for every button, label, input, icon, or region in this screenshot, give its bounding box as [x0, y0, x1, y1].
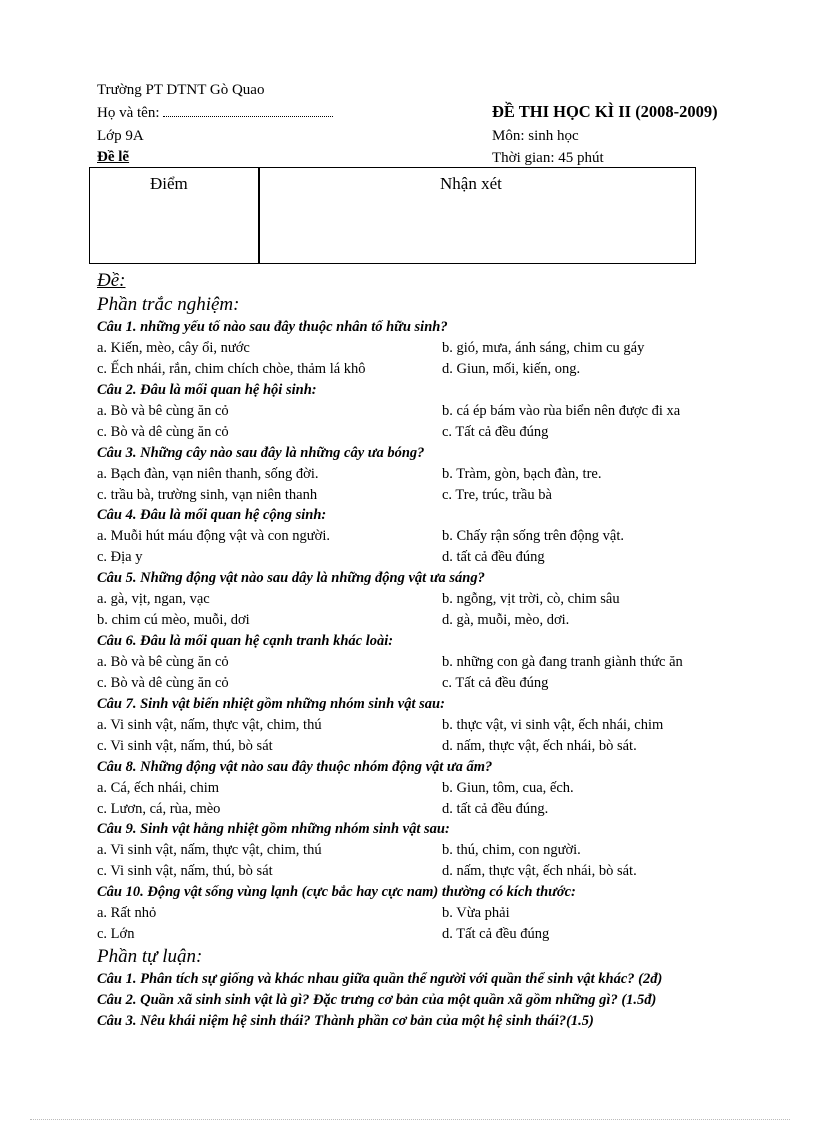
question-10-option-d: d. Tất cả đều đúng — [442, 926, 550, 943]
essay-heading: Phần tự luận: — [97, 946, 203, 967]
question-4-text: Câu 4. Đâu là mối quan hệ cộng sinh: — [97, 507, 327, 524]
question-5-option-a: a. gà, vịt, ngan, vạc — [97, 591, 210, 608]
question-3-option-a: a. Bạch đàn, vạn niên thanh, sống đời. — [97, 465, 319, 482]
question-2-text: Câu 2. Đâu là mối quan hệ hội sinh: — [97, 381, 317, 398]
exam-type: Đề lẽ — [97, 149, 130, 165]
comment-label: Nhận xét — [440, 174, 502, 193]
essay-question: Câu 1. Phân tích sự giống và khác nhau giữa quần thể người với quần thể sinh vật khác? (2đ) — [97, 971, 663, 987]
question-5-option-b: b. ngỗng, vịt trời, cò, chim sâu — [442, 591, 620, 608]
question-9-option-c: c. Vi sinh vật, nấm, thú, bò sát — [97, 863, 273, 880]
question-8-text: Câu 8. Những động vật nào sau đây thuộc nhóm động vật ưa ẩm? — [97, 758, 493, 775]
question-9-option-a: a. Vi sinh vật, nấm, thực vật, chim, thú — [97, 842, 322, 859]
question-5-option-d: d. gà, muỗi, mèo, dơi. — [442, 612, 570, 629]
question-1-text: Câu 1. những yếu tố nào sau đây thuộc nhân tố hữu sinh? — [97, 319, 448, 335]
question-1-option-d: d. Giun, mối, kiến, ong. — [442, 361, 581, 377]
question-10-option-b: b. Vừa phải — [442, 905, 510, 922]
subject-label: Môn: sinh học — [492, 128, 579, 144]
question-2-option-d: c. Tất cả đều đúng — [442, 423, 549, 440]
question-6-option-d: c. Tất cả đều đúng — [442, 675, 549, 691]
question-4-option-d: d. tất cả đều đúng — [442, 549, 545, 566]
essay-question: Câu 3. Nêu khái niệm hệ sinh thái? Thành phần cơ bản của một hệ sinh thái?(1.5) — [97, 1013, 594, 1029]
question-9-option-b: b. thú, chim, con người. — [442, 842, 581, 859]
question-9-option-d: d. nấm, thực vật, ếch nhái, bò sát. — [442, 863, 637, 880]
question-1-option-b: b. gió, mưa, ánh sáng, chim cu gáy — [442, 340, 645, 356]
question-4-option-a: a. Muỗi hút máu động vật và con người. — [97, 528, 330, 545]
question-7-text: Câu 7. Sinh vật biến nhiệt gồm những nhóm sinh vật sau: — [97, 695, 445, 712]
question-8-option-b: b. Giun, tôm, cua, ếch. — [442, 779, 574, 796]
question-1-option-a: a. Kiến, mèo, cây ổi, nước — [97, 340, 250, 356]
question-4-option-b: b. Chấy rận sống trên động vật. — [442, 528, 625, 545]
question-8-option-c: c. Lươn, cá, rùa, mèo — [97, 800, 221, 817]
question-9-text: Câu 9. Sinh vật hằng nhiệt gồm những nhóm sinh vật sau: — [97, 821, 450, 838]
exam-title: ĐỀ THI HỌC KÌ II (2008-2009) — [492, 102, 718, 121]
question-7-option-d: d. nấm, thực vật, ếch nhái, bò sát. — [442, 737, 637, 754]
question-6-option-c: c. Bò và dê cùng ăn cỏ — [97, 675, 229, 691]
name-label: Họ và tên: — [97, 105, 160, 121]
multiple-choice-heading: Phần trắc nghiệm: — [97, 294, 240, 315]
exam-heading: Đề: — [97, 270, 126, 291]
essay-question: Câu 2. Quần xã sinh sinh vật là gì? Đặc trưng cơ bản của một quần xã gồm những gì? (1.5đ) — [97, 992, 657, 1008]
question-10-option-a: a. Rất nhỏ — [97, 905, 157, 922]
question-1-option-c: c. Ếch nhái, rắn, chim chích chòe, thảm lá khô — [97, 361, 366, 377]
student-name-line — [97, 104, 333, 122]
name-dotted-line — [163, 104, 333, 117]
question-6-option-a: a. Bò và bê cùng ăn cỏ — [97, 654, 229, 670]
question-3-option-b: b. Tràm, gòn, bạch đàn, tre. — [442, 465, 602, 482]
question-10-option-c: c. Lớn — [97, 926, 135, 943]
question-3-text: Câu 3. Những cây nào sau đây là những cây ưa bóng? — [97, 444, 425, 461]
question-5-option-c: b. chim cú mèo, muỗi, dơi — [97, 612, 250, 629]
question-7-option-a: a. Vi sinh vật, nấm, thực vật, chim, thú — [97, 716, 322, 733]
score-label: Điểm — [150, 174, 188, 193]
question-6-option-b: b. những con gà đang tranh giành thức ăn — [442, 654, 683, 670]
score-comment-box — [89, 167, 696, 264]
question-2-option-a: a. Bò và bê cùng ăn cỏ — [97, 402, 229, 419]
question-3-option-d: c. Tre, trúc, trầu bà — [442, 486, 552, 503]
question-8-option-d: d. tất cả đều đúng. — [442, 800, 549, 817]
question-7-option-c: c. Vi sinh vật, nấm, thú, bò sát — [97, 737, 273, 754]
question-2-option-c: c. Bò và dê cùng ăn cỏ — [97, 423, 229, 440]
class-label: Lớp 9A — [97, 128, 144, 144]
question-6-text: Câu 6. Đâu là mối quan hệ cạnh tranh khác loài: — [97, 633, 394, 649]
school-name: Trường PT DTNT Gò Quao — [97, 82, 265, 98]
question-2-option-b: b. cá ép bám vào rùa biển nên được đi xa — [442, 402, 681, 419]
question-4-option-c: c. Địa y — [97, 549, 143, 566]
question-8-option-a: a. Cá, ếch nhái, chim — [97, 779, 219, 796]
question-5-text: Câu 5. Những động vật nào sau dây là những động vật ưa sáng? — [97, 570, 485, 587]
question-7-option-b: b. thực vật, vi sinh vật, ếch nhái, chim — [442, 716, 664, 733]
question-3-option-c: c. trầu bà, trường sinh, vạn niên thanh — [97, 486, 318, 503]
score-box-divider — [258, 168, 260, 263]
question-10-text: Câu 10. Động vật sống vùng lạnh (cực bắc hay cực nam) thường có kích thước: — [97, 884, 576, 901]
time-label: Thời gian: 45 phút — [492, 150, 604, 166]
footer-dotted-line — [30, 1119, 790, 1120]
